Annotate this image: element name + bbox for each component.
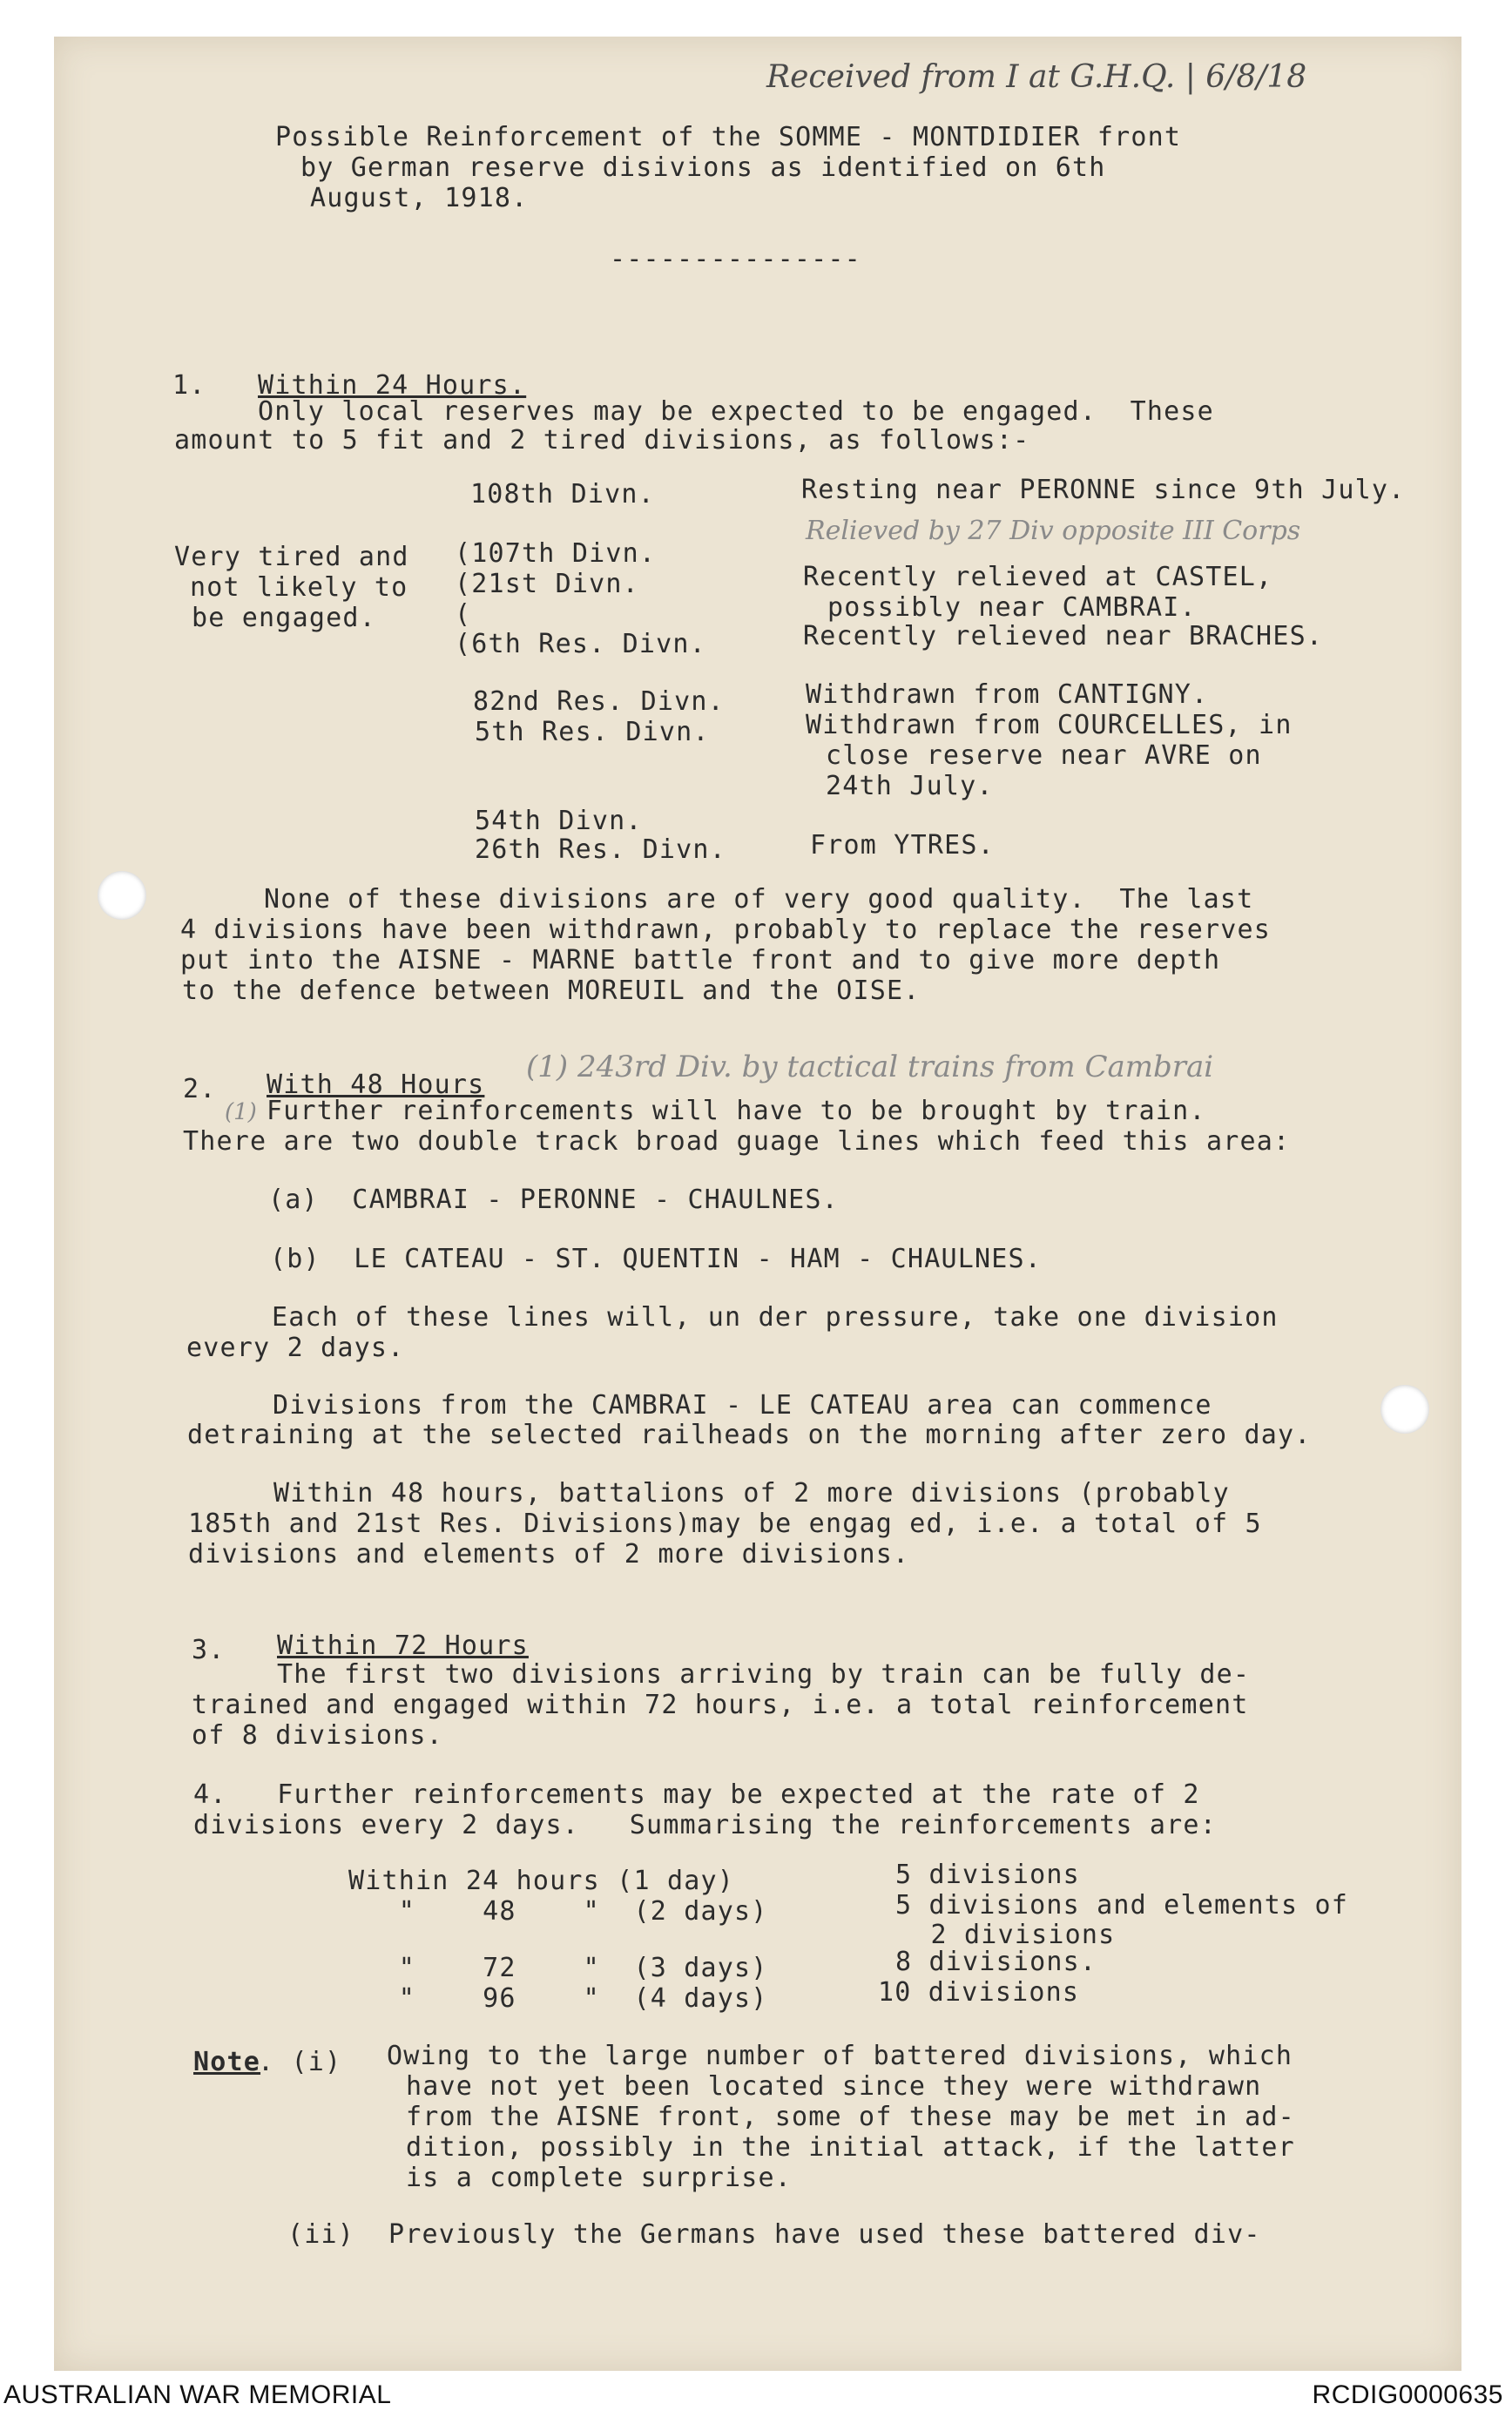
rail-line: (b) LE CATEAU - ST. QUENTIN - HAM - CHAULNES.	[270, 1244, 1043, 1274]
title-line: August, 1918.	[310, 183, 529, 213]
handwritten-receipt-note: Received from I at G.H.Q. | 6/8/18	[766, 59, 1307, 95]
summary-total: 5 divisions and elements of	[895, 1890, 1349, 1921]
note-line: dition, possibly in the initial attack, if the latter	[406, 2132, 1295, 2163]
paragraph-line: 185th and 21st Res. Divisions)may be engag ed, i.e. a total of 5	[188, 1509, 1262, 1539]
paragraph-line: to the defence between MOREUIL and the OISE.	[182, 976, 921, 1006]
division-note: 24th July.	[826, 771, 994, 801]
title-rule: ---------------	[610, 244, 861, 274]
tired-label: be engaged.	[192, 603, 376, 633]
summary-total: 2 divisions	[897, 1920, 1116, 1950]
division-name: (	[455, 599, 472, 630]
summary-period: " 96 " (4 days)	[348, 1983, 768, 2014]
paragraph-line: 4. Further reinforcements may be expected at the rate of 2	[193, 1779, 1200, 1810]
summary-total: 5 divisions	[895, 1860, 1080, 1890]
summary-period: Within 24 hours (1 day)	[348, 1866, 735, 1896]
summary-period: " 72 " (3 days)	[348, 1953, 768, 1983]
paragraph-line: Divisions from the CAMBRAI - LE CATEAU area can commence	[273, 1390, 1212, 1421]
paragraph-line: amount to 5 fit and 2 tired divisions, as follows:-	[174, 425, 1030, 456]
footer-id: RCDIG0000635	[1312, 2380, 1503, 2409]
note-number: (ii)	[287, 2219, 355, 2250]
division-note: Recently relieved near BRACHES.	[803, 621, 1324, 652]
division-note: possibly near CAMBRAI.	[827, 592, 1197, 623]
division-name: 26th Res. Divn.	[475, 834, 726, 865]
paragraph-line: None of these divisions are of very good quality. The last	[264, 884, 1254, 915]
handwritten-relief-note: Relieved by 27 Div opposite III Corps	[806, 516, 1301, 546]
division-note: Withdrawn from CANTIGNY.	[806, 679, 1209, 710]
section-number: 1.	[172, 370, 206, 401]
section-heading: Within 24 Hours.	[258, 370, 527, 401]
division-note: From YTRES.	[810, 830, 995, 861]
division-name: 5th Res. Divn.	[475, 717, 710, 747]
paragraph-line: Within 48 hours, battalions of 2 more divisions (probably	[273, 1478, 1230, 1509]
paragraph-line: The first two divisions arriving by train can be fully de-	[277, 1659, 1251, 1690]
note-line: Previously the Germans have used these battered div-	[388, 2219, 1261, 2250]
division-name: 82nd Res. Divn.	[473, 686, 725, 717]
rail-line: (a) CAMBRAI - PERONNE - CHAULNES.	[268, 1185, 839, 1215]
division-name: 108th Divn.	[470, 479, 655, 510]
paragraph-line: trained and engaged within 72 hours, i.e. a total reinforcement	[192, 1690, 1249, 1720]
note-line: is a complete surprise.	[406, 2163, 793, 2193]
note-label: Note	[193, 2047, 261, 2077]
section-number: 3.	[192, 1635, 226, 1665]
division-note: Recently relieved at CASTEL,	[803, 562, 1273, 592]
division-name: (107th Divn.	[455, 538, 657, 569]
tired-label: Very tired and	[174, 542, 409, 572]
paragraph-line: Only local reserves may be expected to be engaged. These	[258, 396, 1214, 427]
summary-total: 8 divisions.	[895, 1947, 1097, 1977]
summary-total: 10 divisions	[878, 1977, 1080, 2008]
paragraph-line: Each of these lines will, un der pressure, take one division	[272, 1302, 1279, 1333]
tired-label: not likely to	[190, 572, 408, 603]
paragraph-line: of 8 divisions.	[192, 1720, 443, 1751]
punch-hole	[1380, 1385, 1429, 1434]
paragraph-line: divisions and elements of 2 more divisions.	[188, 1539, 910, 1570]
paragraph-line: detraining at the selected railheads on the morning after zero day.	[187, 1420, 1312, 1450]
paragraph-line: divisions every 2 days. Summarising the reinforcements are:	[193, 1810, 1217, 1840]
handwritten-marker: (1)	[225, 1099, 257, 1125]
division-name: 54th Divn.	[475, 806, 643, 836]
paragraph-line: There are two double track broad guage lines which feed this area:	[183, 1126, 1291, 1157]
paragraph-line: put into the AISNE - MARNE battle front and to give more depth	[180, 945, 1221, 976]
division-note: Withdrawn from COURCELLES, in	[806, 710, 1293, 740]
punch-hole	[98, 871, 146, 920]
handwritten-train-note: (1) 243rd Div. by tactical trains from Cambrai	[526, 1050, 1214, 1084]
title-line: Possible Reinforcement of the SOMME - MONTDIDIER front	[275, 122, 1182, 152]
note-number: . (i)	[258, 2047, 342, 2077]
paragraph-line: 4 divisions have been withdrawn, probably to replace the reserves	[180, 915, 1271, 945]
division-name: (6th Res. Divn.	[455, 629, 706, 659]
note-line: from the AISNE front, some of these may be met in ad-	[406, 2102, 1295, 2132]
title-line: by German reserve disivions as identified on 6th	[300, 152, 1106, 183]
footer-source: AUSTRALIAN WAR MEMORIAL	[3, 2380, 392, 2409]
section-heading: With 48 Hours	[267, 1070, 485, 1100]
division-note: close reserve near AVRE on	[826, 740, 1262, 771]
section-number: 2.	[183, 1074, 217, 1104]
note-line: Owing to the large number of battered divisions, which	[387, 2041, 1293, 2071]
note-line: have not yet been located since they were withdrawn	[406, 2071, 1262, 2102]
division-note: Resting near PERONNE since 9th July.	[801, 475, 1406, 505]
division-name: (21st Divn.	[455, 569, 639, 599]
paragraph-line: Further reinforcements will have to be brought by train.	[267, 1096, 1206, 1126]
summary-period: " 48 " (2 days)	[348, 1896, 768, 1927]
section-heading: Within 72 Hours	[277, 1630, 529, 1661]
paragraph-line: every 2 days.	[186, 1333, 405, 1363]
